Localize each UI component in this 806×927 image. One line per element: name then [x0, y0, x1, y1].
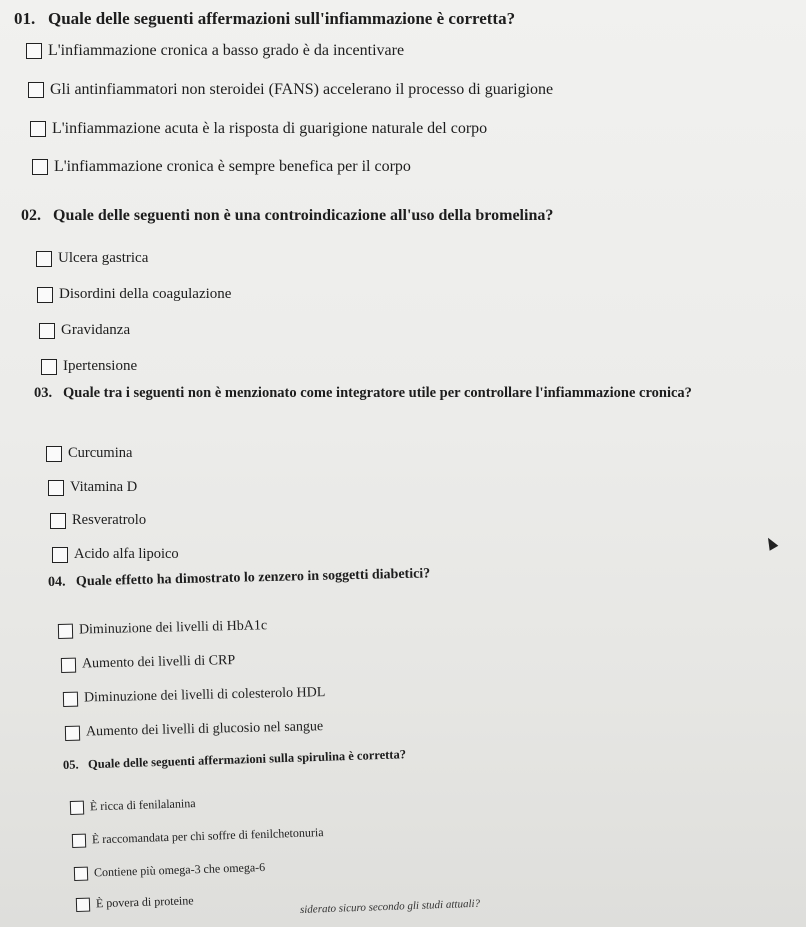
- option-3-1[interactable]: [46, 445, 132, 462]
- checkbox[interactable]: [46, 446, 62, 462]
- option-label: Diminuzione dei livelli di HbA1c: [78, 618, 268, 638]
- question-5: [63, 747, 406, 773]
- option-5-1[interactable]: [70, 796, 196, 815]
- option-label: Acido alfa lipoico: [74, 546, 179, 562]
- checkbox[interactable]: [36, 251, 52, 267]
- option-label: Ipertensione: [63, 358, 138, 374]
- checkbox[interactable]: [76, 897, 90, 911]
- option-4-2[interactable]: [61, 653, 236, 673]
- checkbox[interactable]: [39, 323, 55, 339]
- option-2-2[interactable]: [37, 286, 231, 303]
- question-number: 05.: [62, 757, 79, 772]
- option-label: Contiene più omega-3 che omega-6: [93, 859, 266, 880]
- question-number: 02.: [21, 207, 41, 224]
- option-1-3[interactable]: [30, 120, 487, 138]
- option-1-4[interactable]: [32, 158, 411, 176]
- option-label: È povera di proteine: [95, 893, 194, 911]
- question-number: 03.: [34, 385, 53, 401]
- option-label: Curcumina: [68, 445, 133, 461]
- option-label: Diminuzione dei livelli di colesterolo HDL: [83, 685, 326, 706]
- option-label: Aumento dei livelli di CRP: [81, 653, 236, 672]
- checkbox[interactable]: [28, 82, 44, 98]
- option-label: Resveratrolo: [72, 512, 147, 528]
- checkbox[interactable]: [74, 866, 88, 880]
- question-text: Quale delle seguenti affermazioni sulla spirulina è corretta?: [87, 747, 407, 772]
- checkbox[interactable]: [30, 121, 46, 137]
- option-3-3[interactable]: [50, 512, 146, 529]
- checkbox[interactable]: [32, 159, 48, 175]
- option-label: L'infiammazione cronica è sempre benefica per il corpo: [54, 158, 411, 175]
- option-label: Ulcera gastrica: [58, 250, 149, 266]
- option-label: Gli antinfiammatori non steroidei (FANS) accelerano il processo di guarigione: [50, 81, 554, 98]
- checkbox[interactable]: [48, 480, 64, 496]
- option-3-2[interactable]: [48, 479, 137, 496]
- question-text: Quale delle seguenti affermazioni sull'infiammazione è corretta?: [48, 9, 516, 28]
- question-text: Quale delle seguenti non è una controindicazione all'uso della bromelina?: [53, 207, 554, 224]
- checkbox[interactable]: [26, 43, 42, 59]
- option-label: Aumento dei livelli di glucosio nel sangue: [85, 719, 324, 740]
- option-1-1[interactable]: [26, 42, 404, 60]
- option-label: L'infiammazione cronica a basso grado è da incentivare: [48, 42, 405, 59]
- option-label: È ricca di fenilalanina: [89, 796, 196, 814]
- question-2: [21, 207, 553, 225]
- question-4: [48, 566, 431, 591]
- question-number: 04.: [47, 574, 66, 590]
- option-2-1[interactable]: [36, 250, 148, 267]
- option-5-2[interactable]: [72, 825, 324, 848]
- cutoff-question-text: siderato sicuro secondo gli studi attuali?: [299, 897, 481, 916]
- question-3: [34, 385, 692, 402]
- mouse-cursor-icon: [764, 535, 779, 550]
- option-5-3[interactable]: [74, 860, 266, 881]
- question-1: [14, 9, 515, 29]
- option-4-1[interactable]: [58, 618, 267, 639]
- option-4-3[interactable]: [63, 685, 326, 707]
- option-label: Gravidanza: [61, 322, 131, 338]
- option-label: È raccomandata per chi soffre di fenilchetonuria: [91, 825, 324, 847]
- checkbox[interactable]: [70, 800, 84, 814]
- question-text: Quale effetto ha dimostrato lo zenzero in soggetti diabetici?: [75, 566, 431, 590]
- checkbox[interactable]: [37, 287, 53, 303]
- option-4-4[interactable]: [65, 719, 323, 741]
- option-label: Vitamina D: [70, 479, 138, 495]
- checkbox[interactable]: [61, 657, 76, 672]
- option-label: Disordini della coagulazione: [59, 286, 232, 302]
- checkbox[interactable]: [65, 725, 80, 740]
- option-label: L'infiammazione acuta è la risposta di guarigione naturale del corpo: [52, 120, 488, 137]
- question-text: Quale tra i seguenti non è menzionato come integratore utile per controllare l'infiammazione cronica?: [63, 385, 692, 401]
- checkbox[interactable]: [58, 623, 73, 638]
- question-number: 01.: [14, 9, 36, 28]
- option-1-2[interactable]: [28, 81, 553, 99]
- checkbox[interactable]: [72, 833, 86, 847]
- option-3-4[interactable]: [52, 546, 179, 563]
- checkbox[interactable]: [52, 547, 68, 563]
- checkbox[interactable]: [50, 513, 66, 529]
- option-2-3[interactable]: [39, 322, 130, 339]
- checkbox[interactable]: [63, 691, 78, 706]
- option-2-4[interactable]: [41, 358, 137, 375]
- option-5-4[interactable]: [76, 893, 194, 912]
- checkbox[interactable]: [41, 359, 57, 375]
